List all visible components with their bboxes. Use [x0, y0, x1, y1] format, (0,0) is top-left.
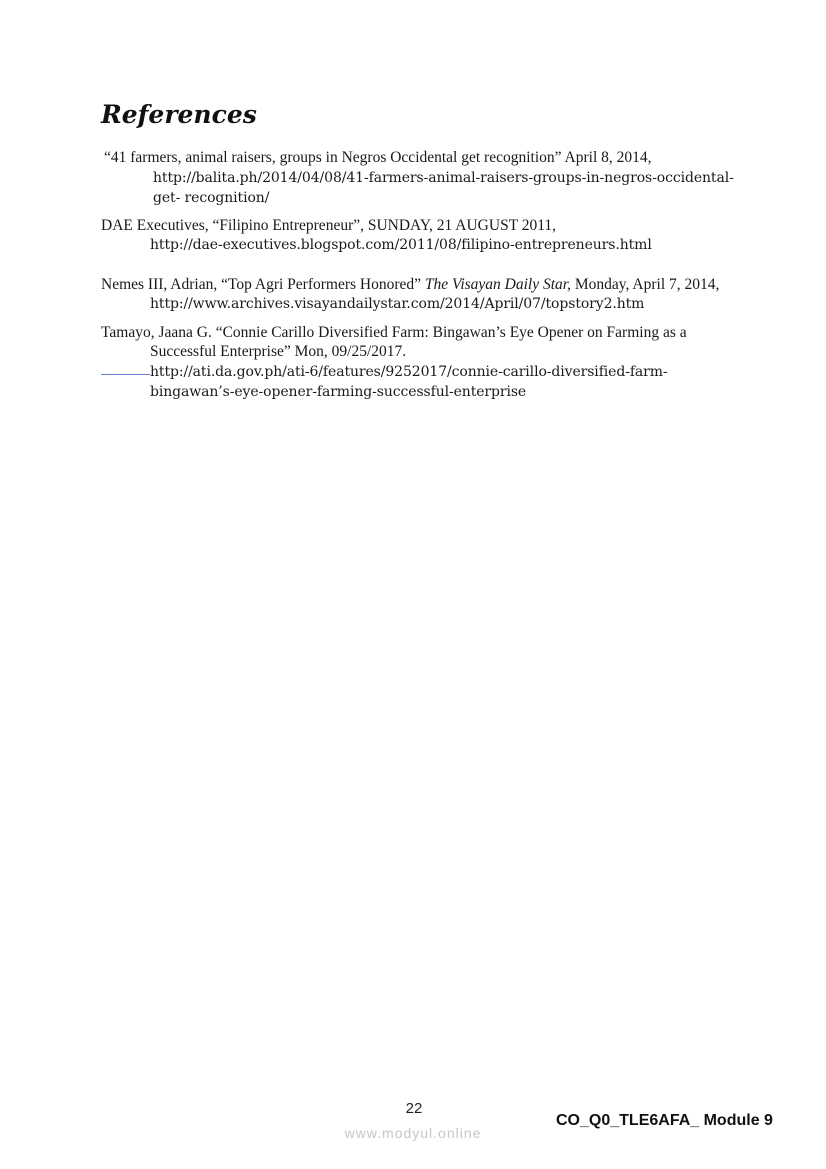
- reference-text: DAE Executives, “Filipino Entrepreneur”, SUNDAY, 21 AUGUST 2011,: [101, 216, 557, 234]
- references-list: [101, 148, 741, 403]
- page-number: 22: [405, 1100, 423, 1117]
- watermark: www.modyul.online: [344, 1125, 482, 1141]
- reference-item: [101, 216, 741, 256]
- reference-item: [101, 275, 741, 315]
- module-code: CO_Q0_TLE6AFA_ Module 9: [556, 1112, 773, 1129]
- reference-item: [104, 148, 741, 209]
- reference-text: Nemes III, Adrian, “Top Agri Performers Honored”: [101, 275, 425, 293]
- reference-text: “41 farmers, animal raisers, groups in Negros Occidental get recognition” April 8, 2014,: [104, 149, 652, 166]
- reference-item: [101, 323, 741, 403]
- reference-text: Monday, April 7, 2014,: [570, 275, 720, 293]
- reference-text: Tamayo, Jaana G. “Connie Carillo Diversified Farm: Bingawan’s Eye Opener on Farming as a Successful Enterprise” Mon, 09/25/2017.: [101, 323, 687, 360]
- reference-url[interactable]: http://www.archives.visayandailystar.com/2014/April/07/topstory2.htm: [150, 296, 645, 312]
- publication-title: The Visayan Daily Star,: [424, 275, 571, 293]
- reference-url[interactable]: http://ati.da.gov.ph/ati-6/features/9252017/connie-carillo-diversified-farm-bingawan’s-eye-opener-farming-successful-enterprise: [150, 363, 668, 400]
- link-underline-mark: [101, 374, 150, 375]
- reference-url[interactable]: http://dae-executives.blogspot.com/2011/08/filipino-entrepreneurs.html: [150, 237, 652, 253]
- page-title: References: [101, 100, 257, 129]
- reference-url[interactable]: http://balita.ph/2014/04/08/41-farmers-animal-raisers-groups-in-negros-occidental-get- recognition/: [153, 169, 734, 206]
